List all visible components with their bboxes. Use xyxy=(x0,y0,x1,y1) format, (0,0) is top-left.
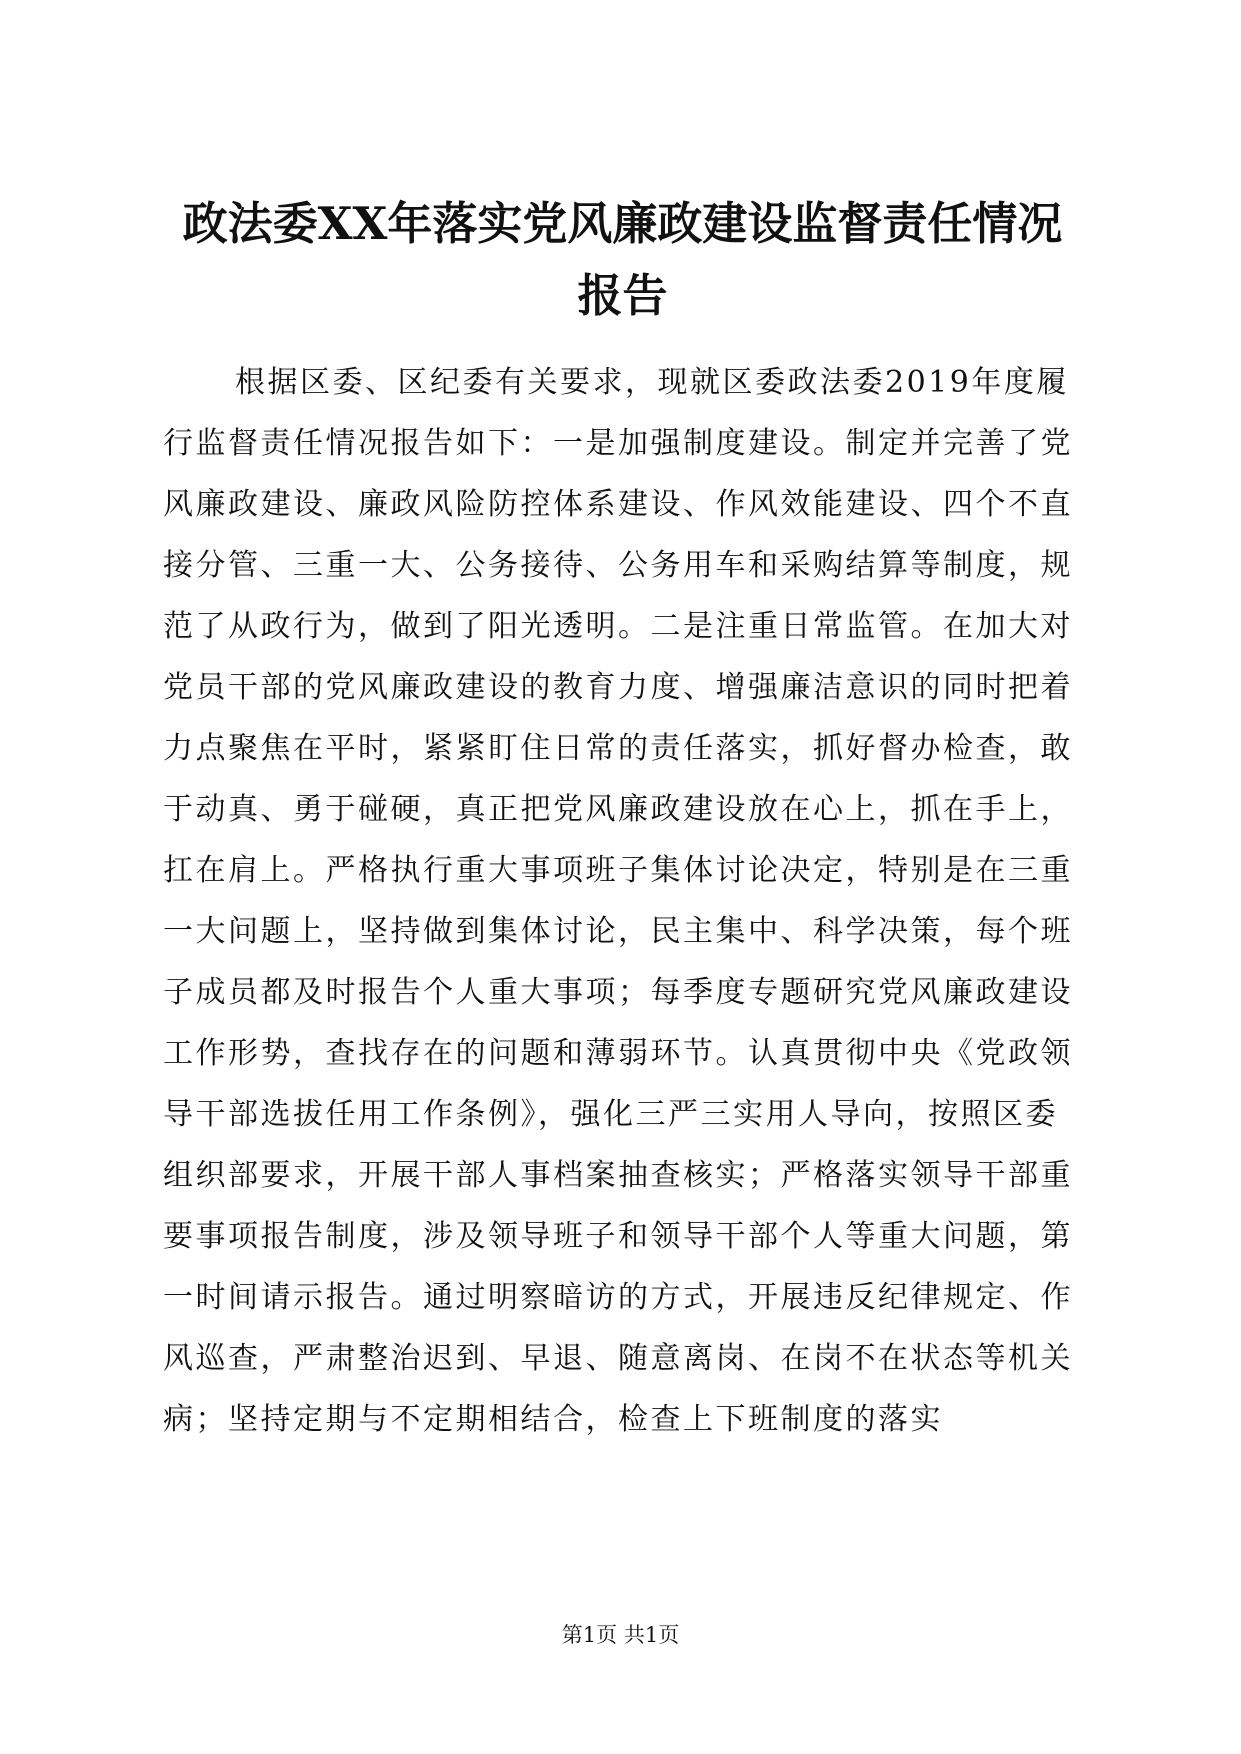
body-line: 病；坚持定期与不定期相结合，检查上下班制度的落实 xyxy=(163,1402,943,1437)
body-line: 力点聚焦在平时，紧紧盯住日常的责任落实，抓好督办检查，敢 xyxy=(163,731,1073,766)
body-line: 行监督责任情况报告如下：一是加强制度建设。制定并完善了党 xyxy=(163,426,1073,461)
page-footer xyxy=(0,1620,1241,1650)
page-number: 第1页 共1页 xyxy=(561,1623,680,1647)
body-line: 要事项报告制度，涉及领导班子和领导干部个人等重大问题，第 xyxy=(163,1219,1073,1254)
body-line: 子成员都及时报告个人重大事项；每季度专题研究党风廉政建设 xyxy=(163,975,1073,1010)
title-line-1: 政法委XX年落实党风廉政建设监督责任情况 xyxy=(182,197,1063,250)
body-line: 组织部要求，开展干部人事档案抽查核实；严格落实领导干部重 xyxy=(163,1158,1073,1193)
document-body xyxy=(163,352,1088,1450)
body-line: 工作形势，查找存在的问题和薄弱环节。认真贯彻中央《党政领 xyxy=(163,1036,1073,1071)
body-line: 导干部选拔任用工作条例》，强化三严三实用人导向，按照区委 xyxy=(163,1097,1058,1132)
body-line: 于动真、勇于碰硬，真正把党风廉政建设放在心上，抓在手上， xyxy=(163,792,1073,827)
title-line-2: 报告 xyxy=(577,269,668,322)
body-line: 一时间请示报告。通过明察暗访的方式，开展违反纪律规定、作 xyxy=(163,1280,1073,1315)
body-line: 一大问题上，坚持做到集体讨论，民主集中、科学决策，每个班 xyxy=(163,914,1073,949)
body-line: 党员干部的党风廉政建设的教育力度、增强廉洁意识的同时把着 xyxy=(163,670,1073,705)
body-line: 范了从政行为，做到了阳光透明。二是注重日常监管。在加大对 xyxy=(163,609,1073,644)
body-line: 接分管、三重一大、公务接待、公务用车和采购结算等制度，规 xyxy=(163,548,1073,583)
body-line: 风巡查，严肃整治迟到、早退、随意离岗、在岗不在状态等机关 xyxy=(163,1341,1073,1376)
body-line: 扛在肩上。严格执行重大事项班子集体讨论决定，特别是在三重 xyxy=(163,853,1073,888)
body-line: 根据区委、区纪委有关要求，现就区委政法委2019年度履 xyxy=(235,365,1069,400)
document-title xyxy=(160,188,1085,332)
body-line: 风廉政建设、廉政风险防控体系建设、作风效能建设、四个不直 xyxy=(163,487,1073,522)
